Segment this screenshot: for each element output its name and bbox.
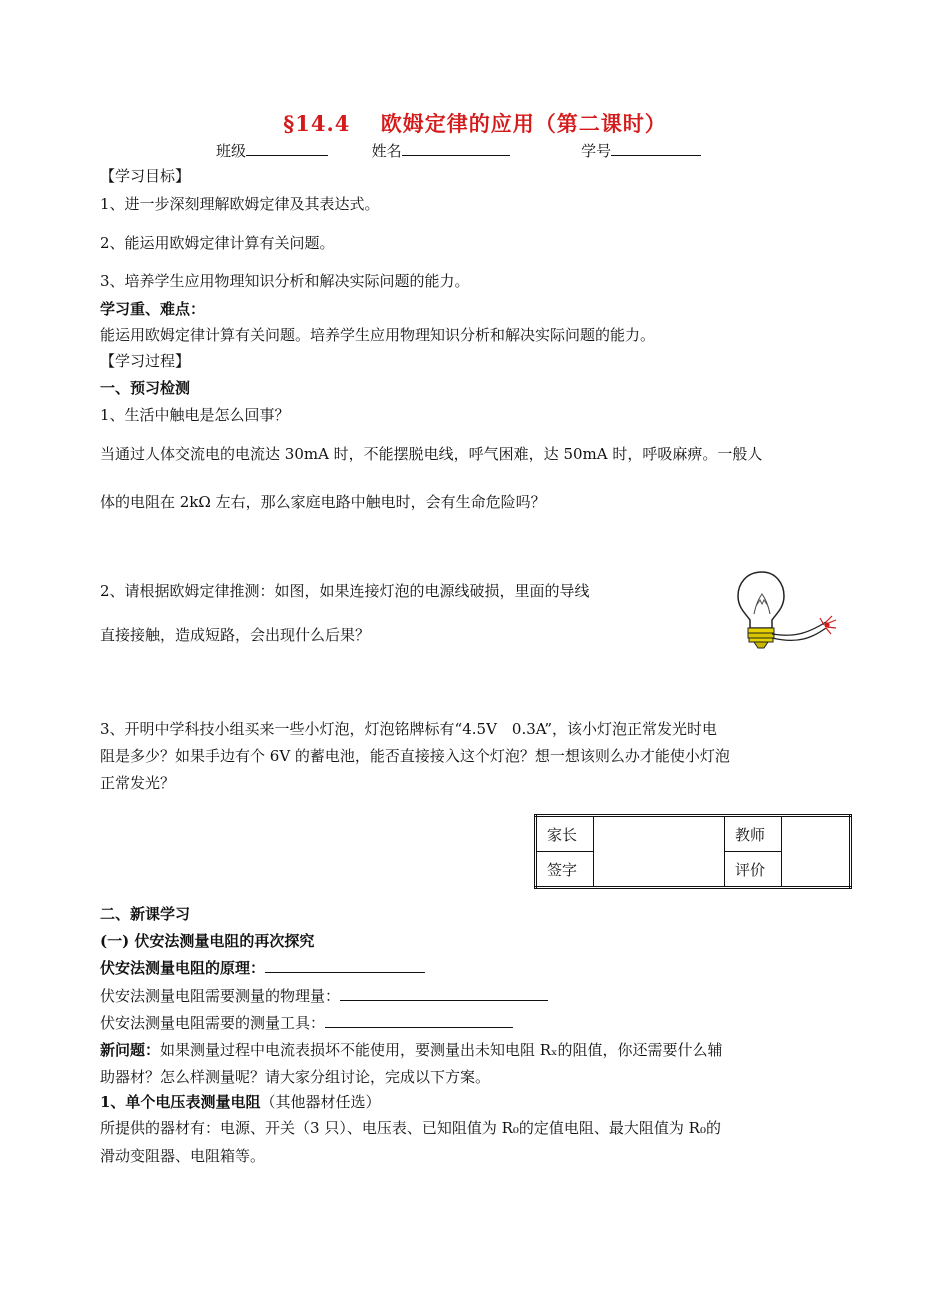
q2-line: 2、请根据欧姆定律推测：如图，如果连接灯泡的电源线破损，里面的导线 <box>100 582 590 600</box>
q1-line: 当通过人体交流电的电流达 30mA 时，不能摆脱电线，呼气困难，达 50mA 时，呼吸麻痹。一般人 <box>100 445 763 463</box>
preview-heading: 一、预习检测 <box>100 379 191 397</box>
new-question-text: 如果测量过程中电流表损坏不能使用，要测量出未知电阻 Rₓ的阻值，你还需要什么辅 <box>160 1041 723 1059</box>
new-question-line <box>100 1039 722 1060</box>
equipment-line: 所提供的器材有：电源、开关（3 只）、电压表、已知阻值为 R₀的定值电阻、最大阻值为 R₀的 <box>100 1119 721 1137</box>
name-label: 姓名 <box>371 142 402 160</box>
process-heading: 【学习过程】 <box>100 352 191 370</box>
teacher-evaluation-cell[interactable] <box>782 816 851 888</box>
item1-note: （其他器材任选） <box>260 1093 381 1111</box>
newlesson-heading: 二、新课学习 <box>100 905 191 923</box>
principle-label: 伏安法测量电阻的原理： <box>100 959 266 977</box>
quantities-line <box>100 985 548 1006</box>
goal-item: 1、进一步深刻理解欧姆定律及其表达式。 <box>100 195 380 213</box>
parent-label-bottom: 签字 <box>536 852 594 888</box>
goal-item: 3、培养学生应用物理知识分析和解决实际问题的能力。 <box>100 272 470 290</box>
tools-blank[interactable] <box>325 1013 513 1028</box>
new-question-label: 新问题： <box>100 1041 161 1059</box>
goal-item: 2、能运用欧姆定律计算有关问题。 <box>100 234 335 252</box>
light-bulb-illustration <box>726 568 856 658</box>
quantities-blank[interactable] <box>340 986 548 1001</box>
new-question-line: 助器材？怎么样测量呢？请大家分组讨论，完成以下方案。 <box>100 1068 491 1086</box>
class-blank[interactable] <box>246 141 328 156</box>
spark-icon <box>820 616 836 634</box>
principle-blank[interactable] <box>265 958 425 973</box>
quantities-label: 伏安法测量电阻需要测量的物理量： <box>100 987 341 1005</box>
parent-signature-cell[interactable] <box>594 816 725 888</box>
goals-heading: 【学习目标】 <box>100 167 191 185</box>
wire-icon <box>772 622 826 640</box>
q3-line: 阻是多少？如果手边有个 6V 的蓄电池，能否直接接入这个灯泡？想一想该则么办才能使小灯泡 <box>100 747 730 765</box>
subsection-heading: (一) 伏安法测量电阻的再次探究 <box>100 932 315 950</box>
class-label: 班级 <box>216 142 247 160</box>
item1-line <box>100 1091 380 1112</box>
id-label: 学号 <box>581 142 612 160</box>
teacher-label-top: 教师 <box>725 816 782 852</box>
principle-line <box>100 957 425 978</box>
keypoints-text: 能运用欧姆定律计算有关问题。培养学生应用物理知识分析和解决实际问题的能力。 <box>100 326 656 344</box>
student-info-line <box>216 140 701 161</box>
teacher-label-bottom: 评价 <box>725 852 782 888</box>
q1-line: 体的电阻在 2kΩ 左右，那么家庭电路中触电时，会有生命危险吗？ <box>100 493 546 511</box>
equipment-line: 滑动变阻器、电阻箱等。 <box>100 1147 266 1165</box>
id-blank[interactable] <box>611 141 701 156</box>
tools-line <box>100 1012 513 1033</box>
q2-line: 直接接触，造成短路，会出现什么后果？ <box>100 626 371 644</box>
q3-line: 3、开明中学科技小组买来一些小灯泡，灯泡铭牌标有“4.5V 0.3A”，该小灯泡正常发光时电 <box>100 720 718 738</box>
tools-label: 伏安法测量电阻需要的测量工具： <box>100 1014 326 1032</box>
q3-line: 正常发光？ <box>100 774 176 792</box>
signature-table <box>534 814 852 889</box>
parent-label-top: 家长 <box>536 816 594 852</box>
item1-title: 1、单个电压表测量电阻 <box>100 1093 261 1111</box>
bulb-icon <box>738 572 784 648</box>
q1-title: 1、生活中触电是怎么回事？ <box>100 406 290 424</box>
page-title: §14.4 欧姆定律的应用（第二课时） <box>283 111 667 136</box>
name-blank[interactable] <box>402 141 510 156</box>
keypoints-heading: 学习重、难点： <box>100 300 206 318</box>
